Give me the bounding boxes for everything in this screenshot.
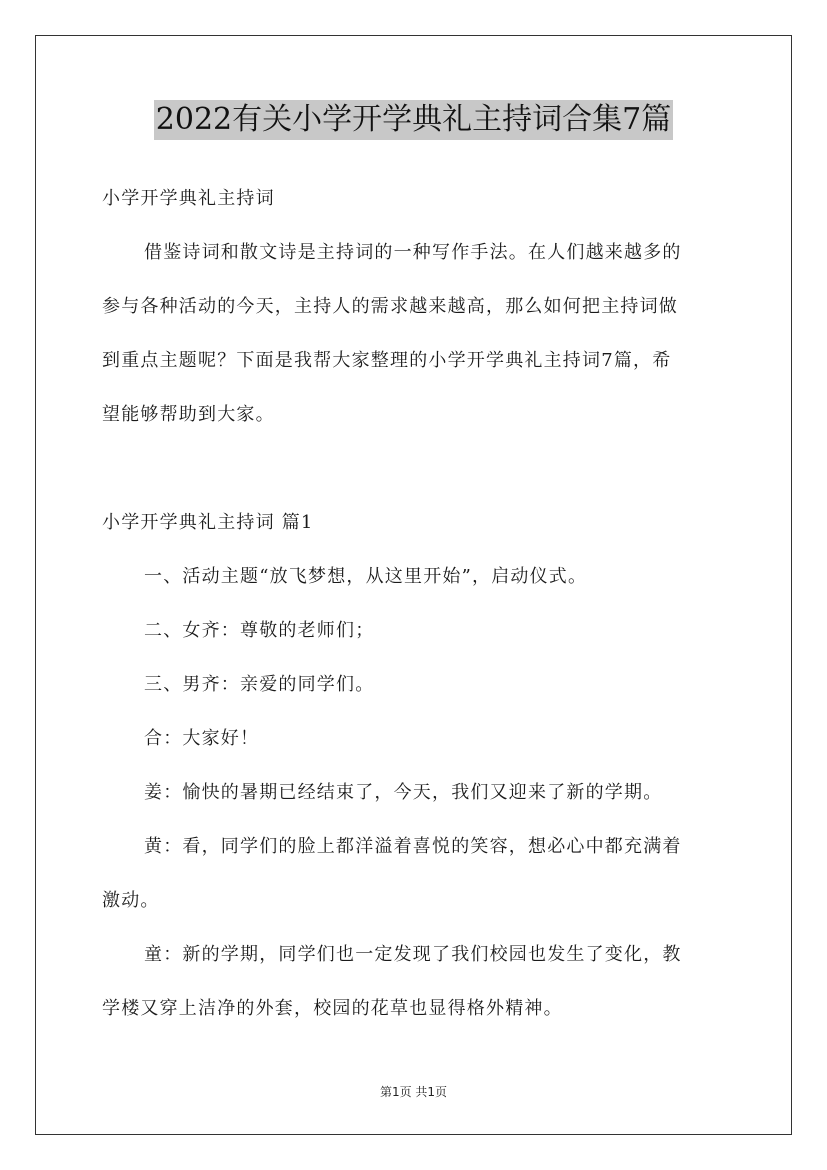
body-huang-line-1: 黄：看，同学们的脸上都洋溢着喜悦的笑容，想必心中都充满着 <box>144 836 682 857</box>
title-container <box>0 100 827 140</box>
body-huang-line-2: 激动。 <box>102 890 160 911</box>
body-jiang: 姜：愉快的暑期已经结束了，今天，我们又迎来了新的学期。 <box>144 782 663 803</box>
body-tong-line-2: 学楼又穿上洁净的外套，校园的花草也显得格外精神。 <box>102 998 563 1019</box>
section-heading: 小学开学典礼主持词 <box>102 188 275 209</box>
document-title: 2022有关小学开学典礼主持词合集7篇 <box>154 100 673 140</box>
document-body <box>102 172 732 1036</box>
paragraph-gap <box>102 442 732 496</box>
body-item-1: 一、活动主题“放飞梦想，从这里开始”，启动仪式。 <box>144 566 588 587</box>
intro-line-4: 望能够帮助到大家。 <box>102 404 275 425</box>
body-he: 合：大家好！ <box>144 728 260 749</box>
intro-line-3: 到重点主题呢？下面是我帮大家整理的小学开学典礼主持词7篇，希 <box>102 350 672 371</box>
body-item-2: 二、女齐：尊敬的老师们； <box>144 620 375 641</box>
body-tong-line-1: 童：新的学期，同学们也一定发现了我们校园也发生了变化，教 <box>144 944 682 965</box>
part-heading: 小学开学典礼主持词 篇1 <box>102 512 314 533</box>
body-item-3: 三、男齐：亲爱的同学们。 <box>144 674 375 695</box>
page-footer: 第1页 共1页 <box>379 1085 448 1099</box>
intro-line-2: 参与各种活动的今天，主持人的需求越来越高，那么如何把主持词做 <box>102 296 678 317</box>
intro-line-1: 借鉴诗词和散文诗是主持词的一种写作手法。在人们越来越多的 <box>144 242 682 263</box>
